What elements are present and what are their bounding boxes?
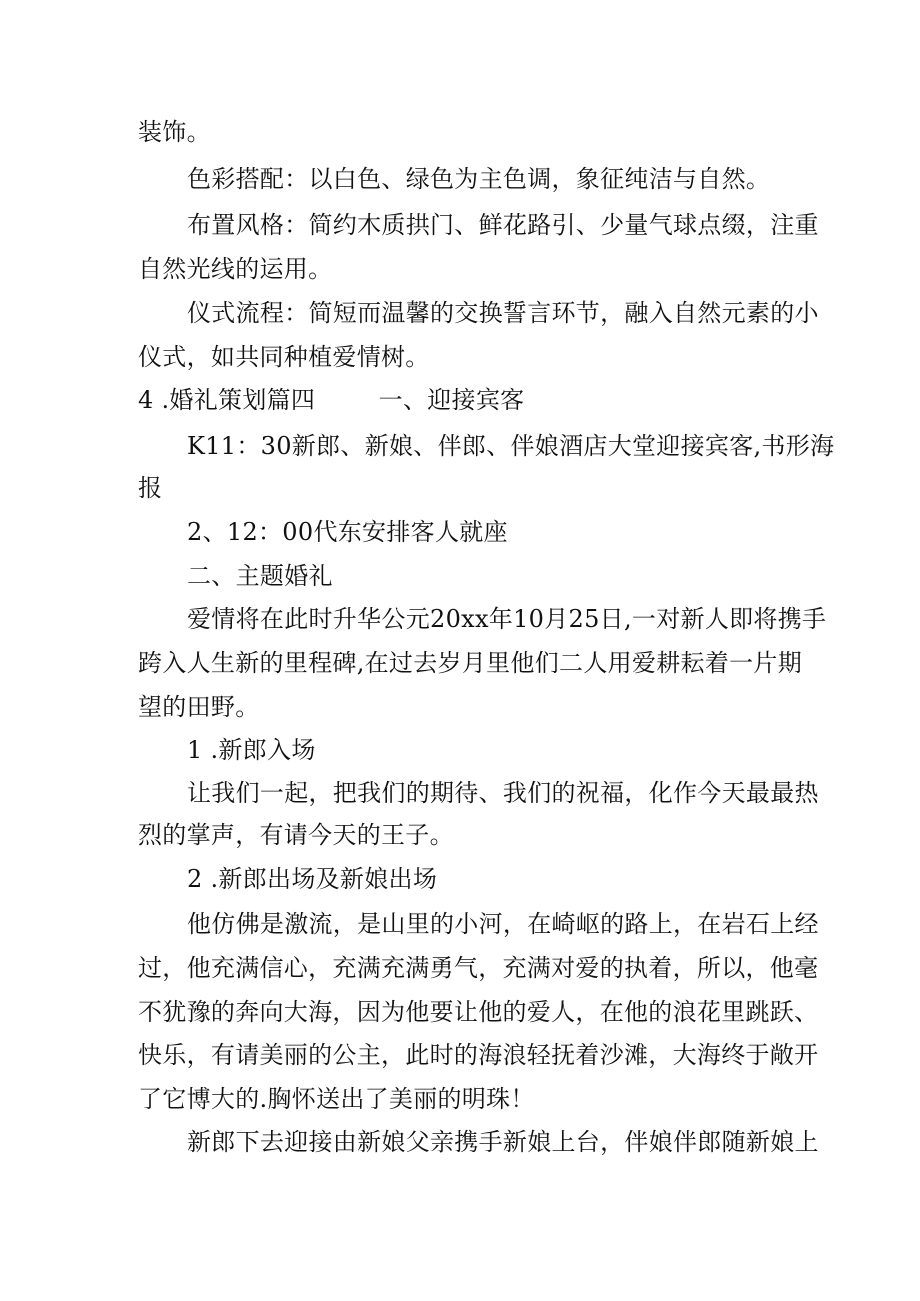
text-line: 爱情将在此时升华公元20xx年10月25日,一对新人即将携手	[187, 605, 827, 633]
text-line: 色彩搭配：以白色、绿色为主色调，象征纯洁与自然。	[187, 165, 771, 193]
text-line: 布置风格：简约木质拱门、鲜花路引、少量气球点缀，注重	[187, 211, 819, 239]
text-line: 他仿佛是激流，是山里的小河，在崎岖的路上，在岩石上经	[187, 910, 819, 938]
section-heading: 4 .婚礼策划篇四 一、迎接宾客	[138, 386, 525, 414]
text-line: K11：30新郎、新娘、伴郎、伴娘酒店大堂迎接宾客,书形海	[187, 432, 835, 460]
text-line: 了它博大的.胸怀送出了美丽的明珠！	[138, 1085, 535, 1113]
subheading: 二、主题婚礼	[187, 562, 333, 590]
text-line: 报	[138, 474, 163, 502]
text-line: 望的田野。	[138, 693, 260, 721]
text-line: 装饰。	[138, 118, 211, 146]
text-line: 2、12：00代东安排客人就座	[187, 518, 508, 546]
text-line: 让我们一起，把我们的期待、我们的祝福，化作今天最最热	[187, 779, 819, 807]
text-line: 烈的掌声，有请今天的王子。	[138, 821, 454, 849]
text-line: 仪式，如共同种植爱情树。	[138, 343, 430, 371]
text-line: 仪式流程：简短而温馨的交换誓言环节，融入自然元素的小	[187, 299, 819, 327]
text-line: 过，他充满信心，充满充满勇气，充满对爱的执着，所以，他毫	[138, 954, 819, 982]
subheading: 2 .新郎出场及新娘出场	[187, 865, 438, 893]
text-line: 新郎下去迎接由新娘父亲携手新娘上台，伴娘伴郎随新娘上	[187, 1128, 819, 1156]
text-line: 跨入人生新的里程碑,在过去岁月里他们二人用爱耕耘着一片期	[138, 649, 803, 677]
text-line: 快乐，有请美丽的公主，此时的海浪轻抚着沙滩，大海终于敞开	[138, 1041, 819, 1069]
subheading: 1 .新郎入场	[187, 736, 316, 764]
text-line: 不犹豫的奔向大海，因为他要让他的爱人，在他的浪花里跳跃、	[138, 998, 819, 1026]
text-line: 自然光线的运用。	[138, 255, 333, 283]
